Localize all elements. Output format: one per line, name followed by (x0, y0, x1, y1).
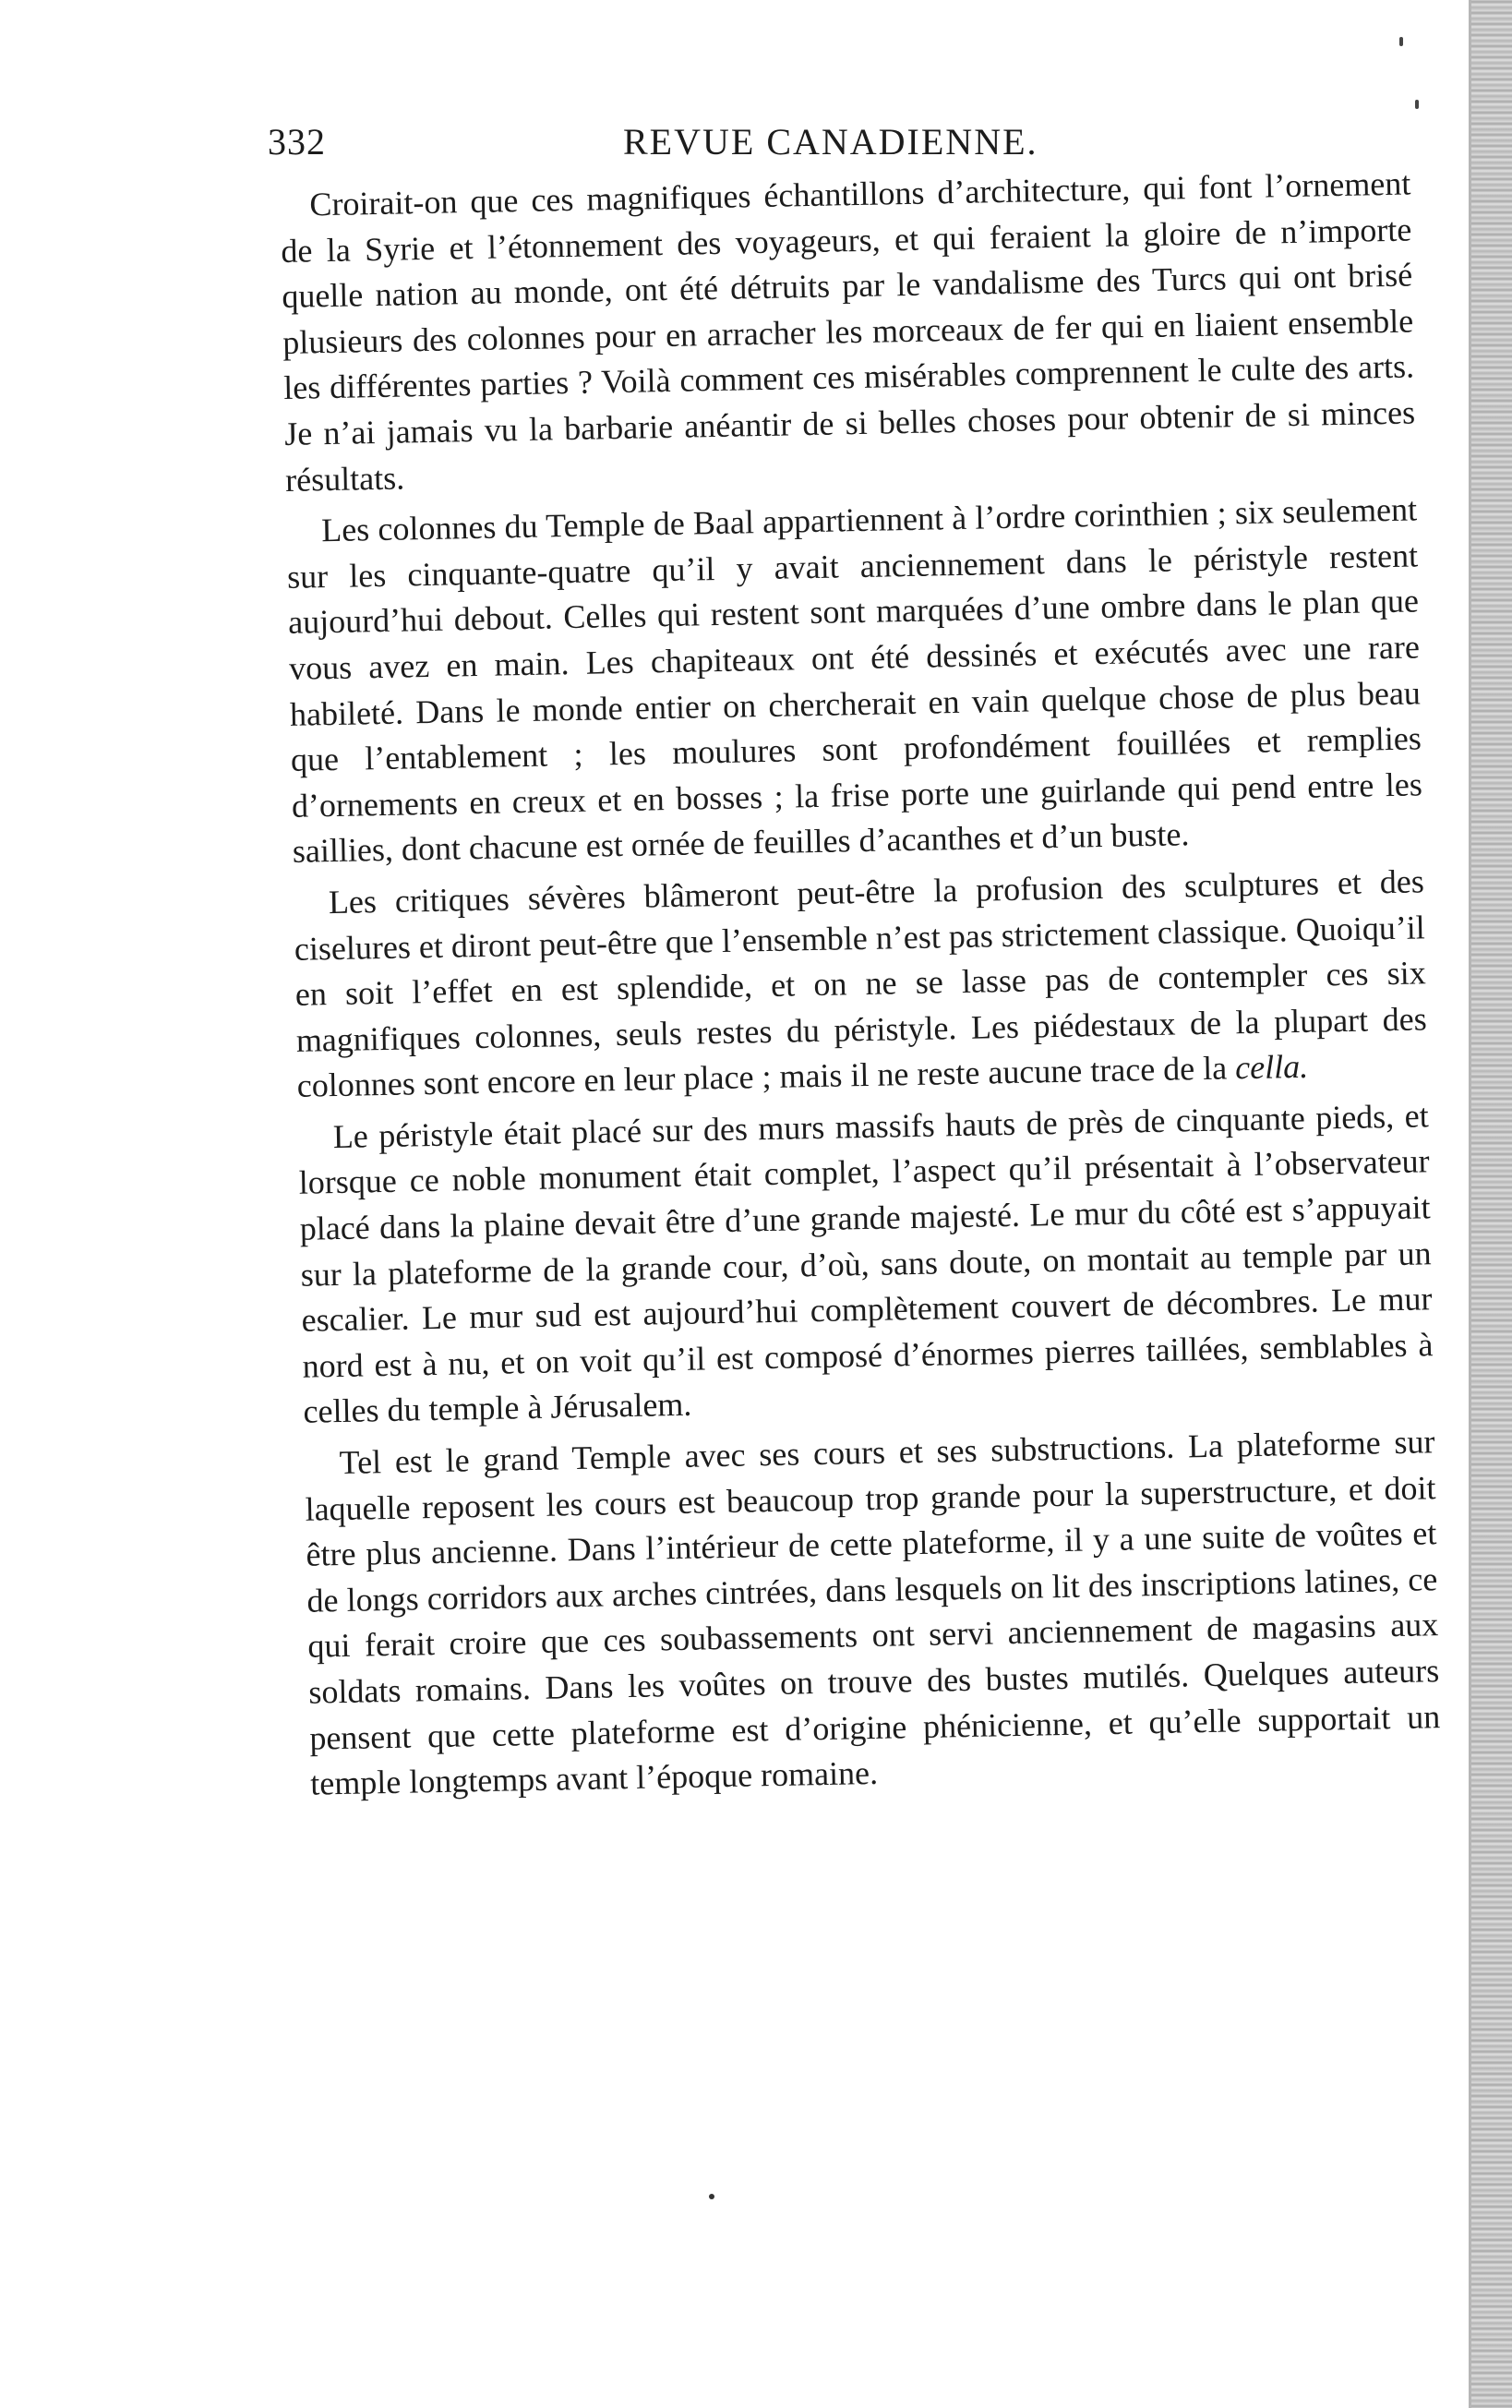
paragraph-1: Croirait-on que ces magnifiques échantillons d’architecture, qui font l’ornement de la Syrie et l’étonnement des voyageurs, et qui feraient la gloire de n’importe quelle nation au monde, ont été détruits par le vandalisme des Turcs qui ont brisé plusieurs des colonnes pour en arracher les morceaux de fer qui en liaient ensemble les différentes parties ? Voilà comment ces misérables comprennent le culte des arts. Je n’ai jamais vu la barbarie anéantir de si belles choses pour obtenir de si minces résultats. (281, 164, 1416, 499)
binding-edge (1469, 0, 1471, 2408)
page-number: 332 (268, 121, 326, 163)
binding-gutter (1471, 0, 1512, 2408)
paragraph-2: Les colonnes du Temple de Baal appartiennent à l’ordre corinthien ; six seulement sur les cinquante-quatre qu’il y avait anciennement dans le péristyle restent aujourd’hui debout. Celles qui restent sont marquées d’une ombre dans le plan que vous avez en main. Les chapiteaux ont été dessinés et exécutés avec une rare habileté. Dans le monde entier on chercherait en vain quelque chose de plus beau que l’entablement ; les moulures sont profondément fouillées et remplies d’ornements en creux et en bosses ; la frise porte une guirlande qui pend entre les saillies, dont chacune est ornée de feuilles d’acanthes et d’un buste. (286, 490, 1423, 871)
paragraph-4: Le péristyle était placé sur des murs massifs hauts de près de cinquante pieds, et lorsque ce noble monument était complet, l’aspect qu’il présentait à l’observateur placé dans la plaine devait être d’une grande majesté. Le mur du côté est s’appuyait sur la plateforme de la grande cour, d’où, sans doute, on montait au temple par un escalier. Le mur sud est aujourd’hui complètement couvert de décombres. Le mur nord est à nu, et on voit qu’il est composé d’énormes pierres taillées, semblables à celles du temple à Jérusalem. (298, 1097, 1434, 1431)
paragraph-3-text: Les critiques sévères blâmeront peut-être la profusion des sculptures et des ciselures et diront peut-être que l’ensemble n’est pas strictement classique. Quoiqu’il en soit l’effet en est splendide, et on ne se lasse pas de contempler ces six magnifiques colonnes, seuls restes du péristyle. Les piédestaux de la plupart des colonnes sont encore en leur place ; mais il ne reste aucune trace de la (294, 862, 1427, 1105)
ink-speck (1415, 100, 1419, 109)
body-text (280, 161, 1442, 1812)
paragraph-5: Tel est le grand Temple avec ses cours et ses substructions. La plateforme sur laquelle reposent les cours est beaucoup trop grande pour la superstructure, et doit être plus ancienne. Dans l’intérieur de cette plateforme, il y a une suite de voûtes et de longs corridors aux arches cintrées, dans lesquels on lit des inscriptions latines, ce qui ferait croire que ces soubassements ont servi anciennement de magasins aux soldats romains. Dans les voûtes on trouve des bustes mutilés. Quelques auteurs pensent que cette plateforme est d’origine phénicienne, et qu’elle supportait un temple longtemps avant l’époque romaine. (305, 1423, 1441, 1802)
italic-word-cella: cella. (1234, 1048, 1309, 1087)
paragraph-3 (294, 859, 1429, 1109)
ink-dot (709, 2194, 714, 2199)
running-title: REVUE CANADIENNE. (623, 121, 1038, 163)
ink-speck (1399, 37, 1403, 46)
